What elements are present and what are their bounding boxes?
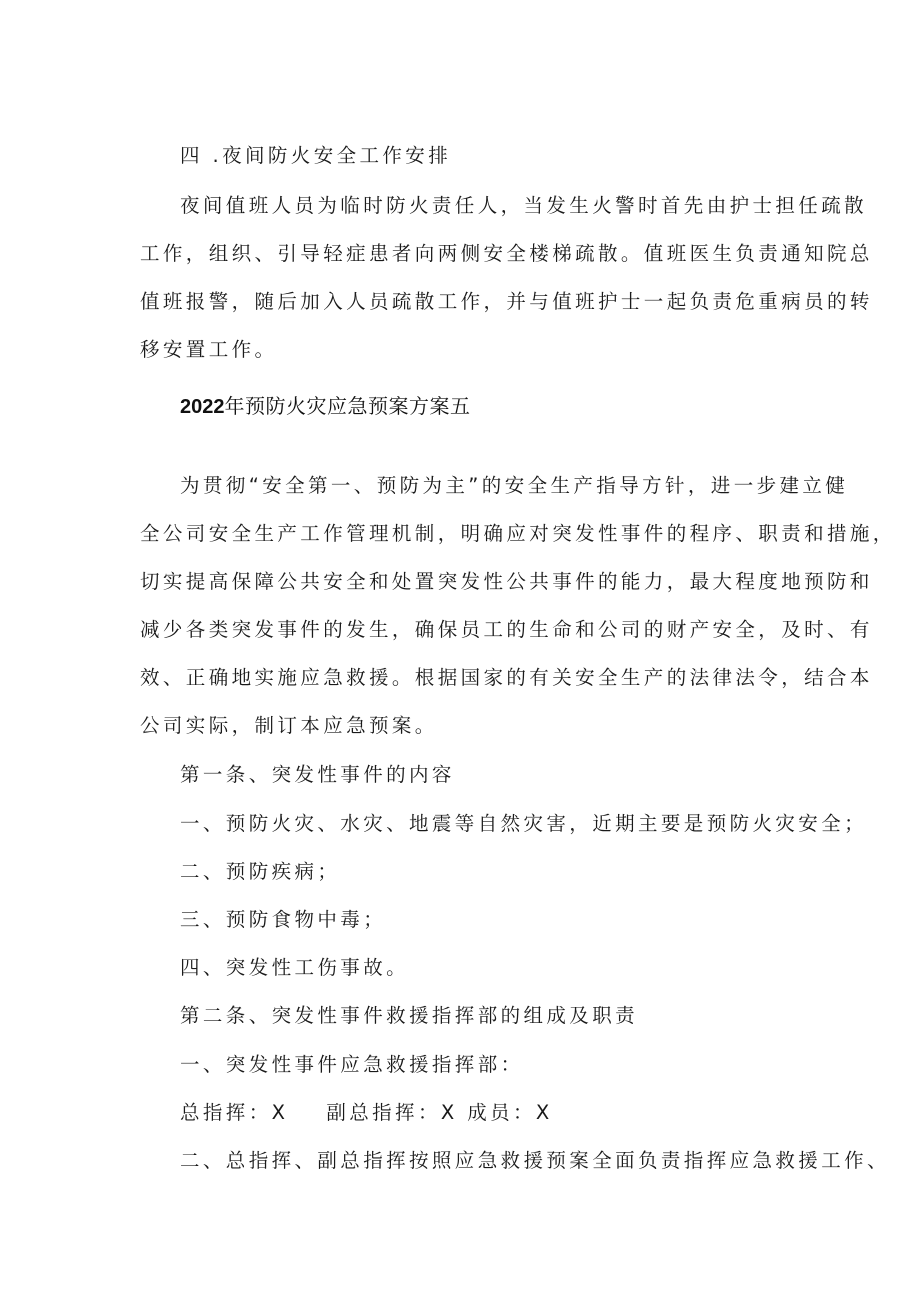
list-item: 二、总指挥、副总指挥按照应急救援预案全面负责指挥应急救援工作、 bbox=[180, 1149, 890, 1172]
vice-commander-label: 副总指挥：X bbox=[326, 1101, 458, 1124]
paragraph-line: 切实提高保障公共安全和处置突发性公共事件的能力，最大程度地预防和 bbox=[140, 570, 873, 593]
paragraph-line: 效、正确地实施应急救援。根据国家的有关安全生产的法律法令，结合本 bbox=[140, 666, 873, 689]
list-item: 一、预防火灾、水灾、地震等自然灾害，近期主要是预防火灾安全； bbox=[180, 812, 868, 835]
paragraph-line: 全公司安全生产工作管理机制，明确应对突发性事件的程序、职责和措施， bbox=[140, 522, 896, 545]
plan-title-year: 2022 bbox=[180, 396, 225, 418]
paragraph-line: 移安置工作。 bbox=[140, 338, 278, 361]
paragraph-line: 为贯彻“安全第一、预防为主”的安全生产指导方针，进一步建立健 bbox=[180, 474, 849, 497]
list-item: 二、预防疾病； bbox=[180, 860, 341, 883]
plan-title bbox=[180, 394, 471, 420]
paragraph-line: 工作，组织、引导轻症患者向两侧安全楼梯疏散。值班医生负责通知院总 bbox=[140, 242, 873, 265]
plan-title-text: 年预防火灾应急预案方案五 bbox=[224, 396, 471, 418]
paragraph-line: 夜间值班人员为临时防火责任人，当发生火警时首先由护士担任疏散 bbox=[180, 194, 868, 217]
article-heading: 第二条、突发性事件救援指挥部的组成及职责 bbox=[180, 1004, 639, 1027]
paragraph-line: 减少各类突发事件的发生，确保员工的生命和公司的财产安全，及时、有 bbox=[140, 618, 873, 641]
list-item: 三、预防食物中毒； bbox=[180, 908, 387, 931]
article-heading: 第一条、突发性事件的内容 bbox=[180, 763, 455, 786]
paragraph-line: 值班报警，随后加入人员疏散工作，并与值班护士一起负责危重病员的转 bbox=[140, 290, 873, 313]
section-heading: 四 .夜间防火安全工作安排 bbox=[180, 144, 452, 167]
members-label: 成员：X bbox=[467, 1101, 553, 1124]
commander-label: 总指挥：X bbox=[180, 1101, 289, 1124]
list-item: 一、突发性事件应急救援指挥部： bbox=[180, 1053, 524, 1076]
roster-line bbox=[180, 1100, 553, 1126]
paragraph-line: 公司实际，制订本应急预案。 bbox=[140, 714, 438, 737]
list-item: 四、突发性工伤事故。 bbox=[180, 956, 410, 979]
